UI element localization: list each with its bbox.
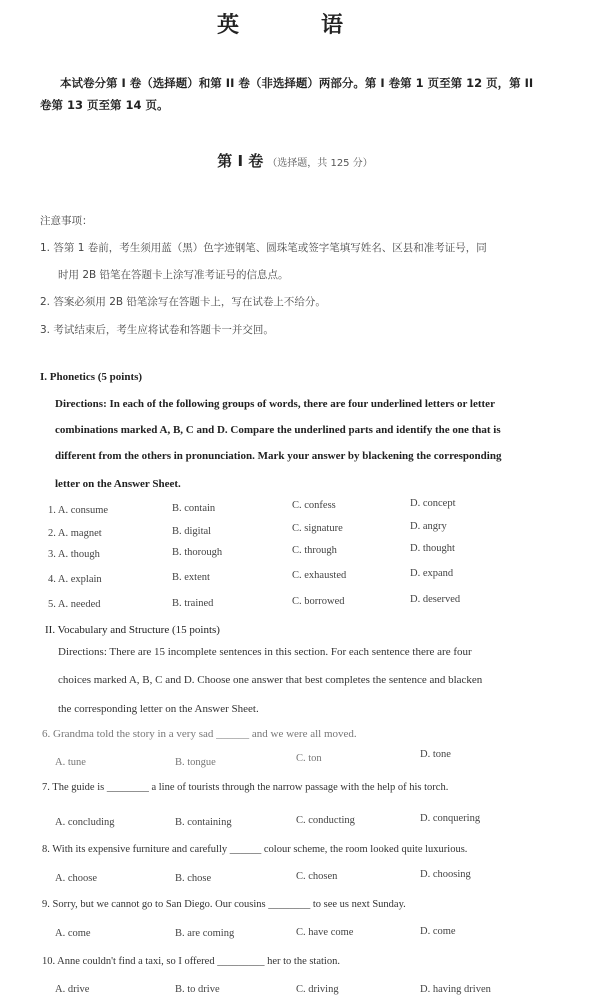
phonetics-5-b: B. trained <box>172 598 214 609</box>
section-1-directions-1: Directions: In each of the following groups of words, there are four underlined letters or letter <box>55 398 495 410</box>
section-1-directions-4: letter on the Answer Sheet. <box>55 478 181 490</box>
phonetics-4-a: 4. A. explain <box>48 574 102 585</box>
question-10-a: A. drive <box>55 984 90 995</box>
phonetics-3-d: D. thought <box>410 543 455 554</box>
question-7-d: D. conquering <box>420 813 481 824</box>
question-6-stem: 6. Grandma told the story in a very sad ______ and we were all moved. <box>42 728 357 740</box>
question-10-b: B. to drive <box>175 984 220 995</box>
question-6-c: C. ton <box>296 753 322 764</box>
page-title: 英 语 <box>216 13 373 38</box>
phonetics-3-c: C. through <box>292 545 337 556</box>
notice-item-3: 3. 考试结束后，考生应将试卷和答题卡一并交回。 <box>40 324 274 336</box>
notice-heading: 注意事项： <box>40 215 93 227</box>
phonetics-1-b: B. contain <box>172 503 216 514</box>
question-8-d: D. choosing <box>420 869 471 880</box>
question-8-a: A. choose <box>55 873 97 884</box>
volume-title: 第 I 卷 <box>217 152 264 170</box>
phonetics-2-a: 2. A. magnet <box>48 528 102 539</box>
question-7-stem: 7. The guide is ________ a line of tourists through the narrow passage with the help of his torch. <box>42 782 449 793</box>
phonetics-5-c: C. borrowed <box>292 596 345 607</box>
phonetics-2-b: B. digital <box>172 526 212 537</box>
question-9-c: C. have come <box>296 927 354 938</box>
question-9-d: D. come <box>420 926 456 937</box>
phonetics-3-b: B. thorough <box>172 547 223 558</box>
question-9-stem: 9. Sorry, but we cannot go to San Diego. Our cousins ________ to see us next Sunday. <box>42 899 406 910</box>
question-10-d: D. having driven <box>420 984 491 995</box>
phonetics-1-a: 1. A. consume <box>48 505 109 516</box>
question-7-b: B. containing <box>175 817 232 828</box>
question-8-stem: 8. With its expensive furniture and carefully ______ colour scheme, the room looked quite luxurious. <box>42 844 468 855</box>
question-9-a: A. come <box>55 928 91 939</box>
section-1-directions-2: combinations marked A, B, C and D. Compare the underlined parts and identify the one that is <box>55 424 501 436</box>
question-6-a: A. tune <box>55 757 86 768</box>
question-10-c: C. driving <box>296 984 339 995</box>
question-7-c: C. conducting <box>296 815 355 826</box>
phonetics-1-c: C. confess <box>292 500 336 511</box>
phonetics-5-a: 5. A. needed <box>48 599 101 610</box>
volume-heading <box>0 150 590 171</box>
intro-line-2: 卷第 13 页至第 14 页。 <box>40 98 169 112</box>
question-7-a: A. concluding <box>55 817 115 828</box>
section-2-directions-2: choices marked A, B, C and D. Choose one answer that best completes the sentence and blacken <box>58 674 483 686</box>
section-2-directions-3: the corresponding letter on the Answer Sheet. <box>58 703 259 715</box>
question-8-c: C. chosen <box>296 871 338 882</box>
notice-item-1b: 时用 2B 铅笔在答题卡上涂写准考证号的信息点。 <box>58 269 289 281</box>
phonetics-2-c: C. signature <box>292 523 343 534</box>
notice-item-1a: 1. 答第 1 卷前，考生须用蓝（黑）色字迹钢笔、圆珠笔或签字笔填写姓名、区县和准考证号，同 <box>40 242 487 254</box>
phonetics-5-d: D. deserved <box>410 594 461 605</box>
phonetics-4-b: B. extent <box>172 572 210 583</box>
intro-line-1: 本试卷分第 I 卷（选择题）和第 II 卷（非选择题）两部分。第 I 卷第 1 页至第 12 页，第 II <box>60 76 534 90</box>
phonetics-4-d: D. expand <box>410 568 454 579</box>
volume-subtitle: （选择题，共 125 分） <box>267 158 373 169</box>
section-1-title: I. Phonetics (5 points) <box>40 371 143 383</box>
phonetics-4-c: C. exhausted <box>292 570 347 581</box>
notice-item-2: 2. 答案必须用 2B 铅笔涂写在答题卡上，写在试卷上不给分。 <box>40 296 326 308</box>
question-6-d: D. tone <box>420 749 451 760</box>
section-2-directions-1: Directions: There are 15 incomplete sentences in this section. For each sentence there are four <box>58 646 472 658</box>
section-2-title: II. Vocabulary and Structure (15 points) <box>45 624 220 636</box>
question-10-stem: 10. Anne couldn't find a taxi, so I offered _________ her to the station. <box>42 956 340 967</box>
section-1-directions-3: different from the others in pronunciation. Mark your answer by blackening the corresponding <box>55 450 502 462</box>
question-6-b: B. tongue <box>175 757 216 768</box>
question-8-b: B. chose <box>175 873 212 884</box>
phonetics-1-d: D. concept <box>410 498 456 509</box>
phonetics-2-d: D. angry <box>410 521 447 532</box>
question-9-b: B. are coming <box>175 928 235 939</box>
phonetics-3-a: 3. A. though <box>48 549 100 560</box>
